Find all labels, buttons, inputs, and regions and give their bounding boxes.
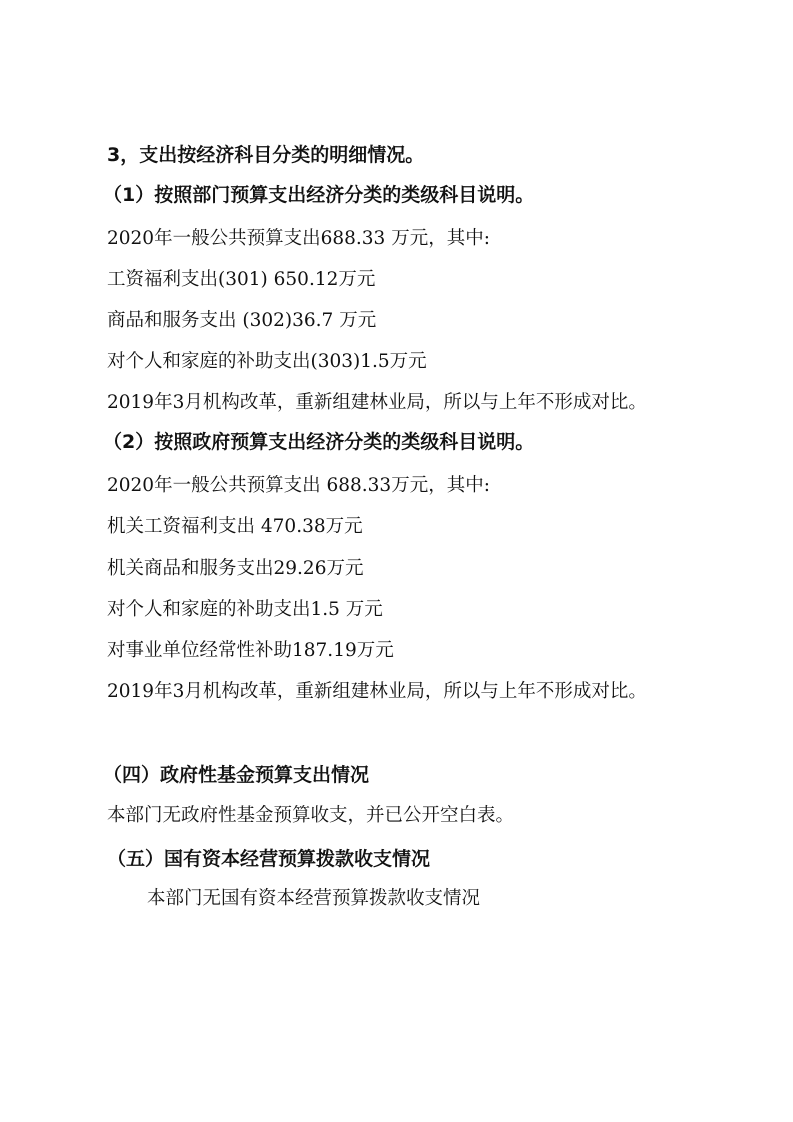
part-1-line-2: 工资福利支出(301) 650.12万元 (107, 269, 376, 290)
part-1-line-5: 2019年3月机构改革，重新组建林业局，所以与上年不形成对比。 (107, 392, 647, 413)
section-4-text: 本部门无政府性基金预算收支，并已公开空白表。 (107, 805, 515, 826)
part-2-line-1: 2020年一般公共预算支出 688.33万元，其中: (107, 475, 490, 496)
part-2-heading: （2）按照政府预算支出经济分类的类级科目说明。 (103, 431, 535, 453)
part-1-heading: （1）按照部门预算支出经济分类的类级科目说明。 (103, 184, 535, 206)
part-2-line-3: 机关商品和服务支出29.26万元 (107, 558, 364, 579)
section-3-title: 3，支出按经济科目分类的明细情况。 (107, 144, 425, 166)
part-1-line-1: 2020年一般公共预算支出688.33 万元，其中: (107, 228, 490, 249)
part-2-line-2: 机关工资福利支出 470.38万元 (107, 516, 363, 537)
part-2-line-6: 2019年3月机构改革，重新组建林业局，所以与上年不形成对比。 (107, 681, 647, 702)
section-5-text: 本部门无国有资本经营预算拨款收支情况 (147, 888, 481, 909)
section-4-heading: （四）政府性基金预算支出情况 (103, 764, 370, 786)
part-1-line-4: 对个人和家庭的补助支出(303)1.5万元 (107, 351, 427, 372)
part-2-line-4: 对个人和家庭的补助支出1.5 万元 (107, 599, 383, 620)
part-1-line-3: 商品和服务支出 (302)36.7 万元 (107, 310, 377, 331)
section-5-heading: （五）国有资本经营预算拨款收支情况 (107, 848, 431, 870)
part-2-line-5: 对事业单位经常性补助187.19万元 (107, 640, 394, 661)
